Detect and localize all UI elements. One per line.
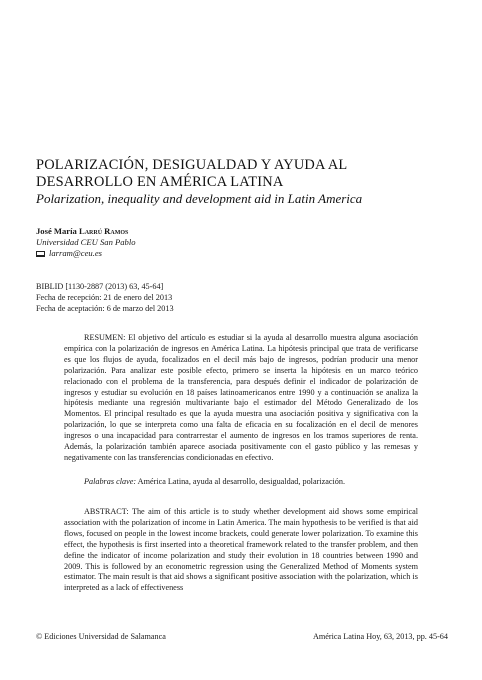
reception-date: Fecha de recepción: 21 de enero del 2013 [36, 293, 173, 302]
author-last-name: Larrú Ramos [78, 226, 129, 236]
footer-publisher: © Ediciones Universidad de Salamanca [36, 632, 166, 641]
envelope-icon [36, 251, 45, 257]
author-affiliation: Universidad CEU San Pablo [36, 237, 136, 247]
abstract-label: ABSTRACT: [84, 507, 129, 516]
author-email-row [36, 248, 336, 259]
biblid-block [36, 281, 336, 314]
abstract-block [64, 507, 418, 594]
acceptance-date: Fecha de aceptación: 6 de marzo del 2013 [36, 304, 174, 313]
page-footer [36, 632, 448, 641]
article-title-spanish: POLARIZACIÓN, DESIGUALDAD Y AYUDA AL DESARROLLO EN AMÉRICA LATINA [36, 157, 347, 190]
author-name [36, 226, 336, 237]
abstract-paragraph [64, 507, 418, 594]
author-email[interactable]: larram@ceu.es [49, 248, 103, 258]
author-first-name: José María [36, 226, 77, 236]
author-block [36, 226, 336, 259]
abstract-text: The aim of this article is to study whether development aid shows some empirical association with the polarization of income in Latin America. The main hypothesis to be verified is that aid flows, focused on people in the lowest income brackets, could generate lower polarization. To examine this effect, the hypothesis is first inserted into a theoretical framework related to the transfer problem, and then define the indicator of income polarization and study their evolution in 18 countries between 1990 and 2009. This is followed by an econometric regression using the Generalized Method of Moments system estimator. The main result is that aid shows a significant positive association with the polarization, which is interpreted as a lack of effectiveness [64, 507, 418, 593]
article-title-english: Polarization, inequality and development aid in Latin America [36, 191, 363, 206]
resumen-paragraph [64, 333, 418, 464]
footer-citation: América Latina Hoy, 63, 2013, pp. 45-64 [313, 632, 448, 641]
keywords-block [64, 477, 418, 488]
resumen-label: RESUMEN: [84, 333, 126, 342]
resumen-block [64, 333, 418, 464]
keywords-text: América Latina, ayuda al desarrollo, desigualdad, polarización. [136, 477, 346, 486]
biblid-line: BIBLID [1130-2887 (2013) 63, 45-64] [36, 282, 164, 291]
resumen-text: El objetivo del artículo es estudiar si la ayuda al desarrollo muestra alguna asociación empírica con la polarización de ingresos en América Latina. La hipótesis principal que trata de verificarse es que los flujos de ayuda, focalizados en el decil más bajo de ingresos, podrían producir una menor polarización. Para analizar este posible efecto, primero se inserta la hipótesis en un marco teórico relacionado con el problema de la transferencia, para después definir el indicador de polarización de ingresos y estudiar su evolución en 18 países latinoamericanos entre 1990 y a continuación se analiza la hipótesis mediante una regresión multivariante bajo el estimador del Método Generalizado de los Momentos. El principal resultado es que la ayuda muestra una asociación positiva y significativa con la polarización, lo que se interpreta como una falta de eficacia en su focalización en el decil de menores ingresos o una incapacidad para contrarrestar el aumento de ingresos en los tramos superiores de renta. Además, la polarización también aparece asociada positivamente con el gasto público y las remesas y negativamente con las transferencias condicionadas en efectivo. [64, 333, 418, 462]
keywords-label: Palabras clave: [84, 477, 137, 486]
